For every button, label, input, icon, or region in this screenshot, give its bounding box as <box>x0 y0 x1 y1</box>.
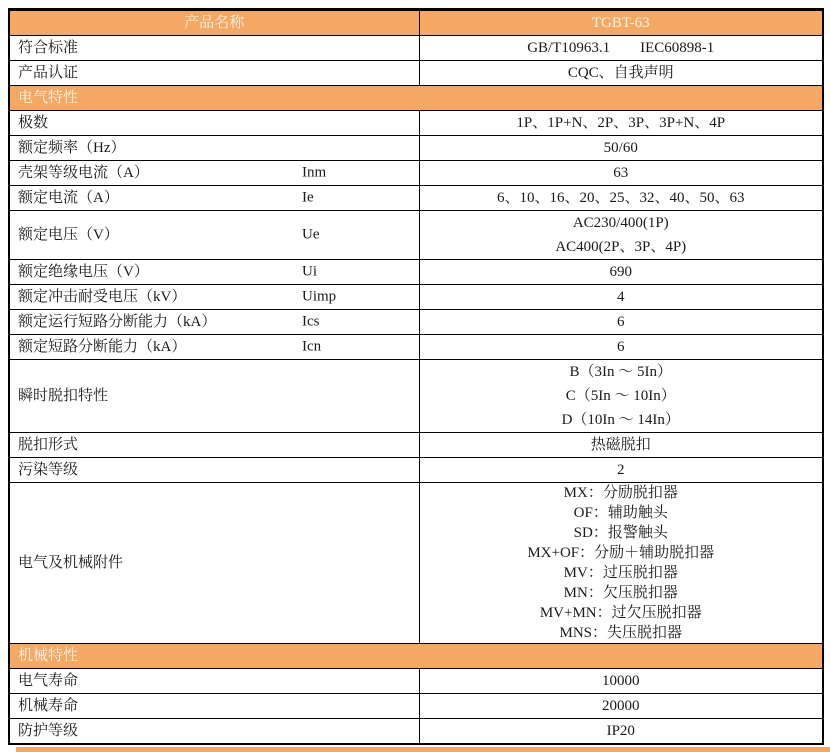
cell-text-line: OF：辅助触头 <box>573 505 668 521</box>
cell-text-line: CQC、自我声明 <box>567 65 674 81</box>
spec-value-cell <box>419 669 823 694</box>
spec-row <box>9 719 823 745</box>
spec-label-cell <box>9 136 419 161</box>
spec-row <box>9 433 823 458</box>
spec-value-cell <box>419 335 823 360</box>
section-title <box>9 644 823 669</box>
cell-text-line: 电气寿命 <box>18 673 79 689</box>
spec-value-cell <box>419 36 823 61</box>
spec-label-cell <box>9 335 419 360</box>
cell-text-line: 1P、1P+N、2P、3P、3P+N、4P <box>516 115 726 131</box>
cell-text-line: 符合标准 <box>18 40 79 56</box>
spec-value-cell <box>419 211 823 260</box>
cell-text-line: 瞬时脱扣特性 <box>18 388 109 404</box>
cell-text-line: 额定运行短路分断能力（kA） <box>18 314 217 330</box>
cell-text-line: 脱扣形式 <box>18 437 79 453</box>
spec-row <box>9 458 823 483</box>
cell-text-line: 机械寿命 <box>18 698 79 714</box>
section-header-row <box>9 86 823 111</box>
spec-value-cell <box>419 694 823 719</box>
spec-label-cell <box>9 61 419 86</box>
cell-text-line: TGBT-63 <box>591 15 650 31</box>
spec-row <box>9 483 823 644</box>
spec-label-cell <box>9 310 419 335</box>
cutoff-section-bar <box>16 747 830 752</box>
spec-value-cell <box>419 310 823 335</box>
spec-value-cell <box>419 719 823 745</box>
spec-label-cell <box>9 433 419 458</box>
cell-text-line: MNS：失压脱扣器 <box>559 625 682 641</box>
spec-symbol: Ie <box>302 189 314 206</box>
section-header-row <box>9 644 823 669</box>
cell-text-line: 电气特性 <box>18 90 79 106</box>
table-header-row <box>9 10 823 36</box>
cell-text-line: 防护等级 <box>18 723 79 739</box>
cell-text-line: B（3In ～ 5In） <box>569 364 672 380</box>
cell-text-line: 2 <box>617 462 625 478</box>
spec-symbol: Uimp <box>302 288 337 305</box>
cell-text-line: 4 <box>617 289 625 305</box>
spec-symbol: Inm <box>302 164 327 181</box>
spec-row <box>9 310 823 335</box>
spec-value-cell <box>419 136 823 161</box>
spec-value-cell <box>419 285 823 310</box>
cell-text-line: 690 <box>609 264 632 280</box>
spec-label-cell <box>9 483 419 644</box>
spec-row <box>9 136 823 161</box>
cell-text-line: 额定电压（V） <box>18 227 119 243</box>
spec-value-cell <box>419 483 823 644</box>
spec-row <box>9 61 823 86</box>
spec-symbol: Ue <box>302 226 320 243</box>
spec-symbol: Icn <box>302 338 322 355</box>
spec-row <box>9 186 823 211</box>
cell-text-line: 50/60 <box>603 140 638 156</box>
spec-label-cell <box>9 694 419 719</box>
cell-text-line: 产品名称 <box>184 15 245 31</box>
spec-value-cell <box>419 360 823 433</box>
cell-text-line: 20000 <box>602 698 640 714</box>
spec-symbol: Ui <box>302 263 317 280</box>
spec-symbol: Ics <box>302 313 320 330</box>
cell-text-line: GB/T10963.1 IEC60898-1 <box>527 40 715 56</box>
cell-text-line: 污染等级 <box>18 462 79 478</box>
cell-text-line: IP20 <box>606 723 635 739</box>
spec-label-cell <box>9 161 419 186</box>
spec-label-cell <box>9 669 419 694</box>
spec-row <box>9 260 823 285</box>
spec-row <box>9 285 823 310</box>
cell-text-line: MX：分励脱扣器 <box>563 485 678 501</box>
cell-text-line: AC400(2P、3P、4P) <box>555 239 687 255</box>
spec-label-cell <box>9 211 419 260</box>
cell-text-line: MN：欠压脱扣器 <box>563 585 678 601</box>
spec-label-cell <box>9 111 419 136</box>
spec-row <box>9 161 823 186</box>
cell-text-line: 额定电流（A） <box>18 190 119 206</box>
spec-label-cell <box>9 260 419 285</box>
spec-value-cell <box>419 61 823 86</box>
spec-row <box>9 211 823 260</box>
spec-label-cell <box>9 36 419 61</box>
cell-text-line: 10000 <box>602 673 640 689</box>
spec-label-cell <box>9 285 419 310</box>
cell-text-line: SD：报警触头 <box>573 525 668 541</box>
cell-text-line: MV：过压脱扣器 <box>563 565 678 581</box>
spec-label-cell <box>9 360 419 433</box>
spec-row <box>9 335 823 360</box>
spec-row <box>9 694 823 719</box>
cell-text-line: 热磁脱扣 <box>590 437 651 453</box>
cell-text-line: 机械特性 <box>18 648 79 664</box>
cell-text-line: 极数 <box>18 115 49 131</box>
spec-value-cell <box>419 111 823 136</box>
spec-value-cell <box>419 161 823 186</box>
spec-value-cell <box>419 433 823 458</box>
cell-text-line: 产品认证 <box>18 65 79 81</box>
spec-row <box>9 111 823 136</box>
cell-text-line: MX+OF：分励＋辅助脱扣器 <box>527 545 715 561</box>
cell-text-line: 额定短路分断能力（kA） <box>18 339 187 355</box>
cell-text-line: 额定冲击耐受电压（kV） <box>18 289 187 305</box>
cell-text-line: C（5In ～ 10In） <box>565 388 676 404</box>
section-title <box>9 86 823 111</box>
product-model-header-cell <box>419 10 823 36</box>
cell-text-line: 电气及机械附件 <box>18 555 124 571</box>
spec-row <box>9 669 823 694</box>
product-spec-table <box>8 8 824 745</box>
cell-text-line: 63 <box>613 165 629 181</box>
spec-label-cell <box>9 719 419 745</box>
cell-text-line: AC230/400(1P) <box>572 215 669 231</box>
product-name-header-cell <box>9 10 419 36</box>
spec-row <box>9 36 823 61</box>
cell-text-line: 6 <box>617 339 625 355</box>
spec-value-cell <box>419 260 823 285</box>
spec-label-cell <box>9 458 419 483</box>
spec-table-body <box>9 10 823 745</box>
cell-text-line: D（10In ～ 14In） <box>561 412 680 428</box>
spec-value-cell <box>419 458 823 483</box>
spec-row <box>9 360 823 433</box>
cell-text-line: 6 <box>617 314 625 330</box>
cell-text-line: 壳架等级电流（A） <box>18 165 149 181</box>
spec-value-cell <box>419 186 823 211</box>
cell-text-line: MV+MN：过欠压脱扣器 <box>539 605 702 621</box>
cell-text-line: 额定绝缘电压（V） <box>18 264 149 280</box>
cell-text-line: 6、10、16、20、25、32、40、50、63 <box>496 190 745 206</box>
spec-label-cell <box>9 186 419 211</box>
cell-text-line: 额定频率（Hz） <box>18 140 126 156</box>
